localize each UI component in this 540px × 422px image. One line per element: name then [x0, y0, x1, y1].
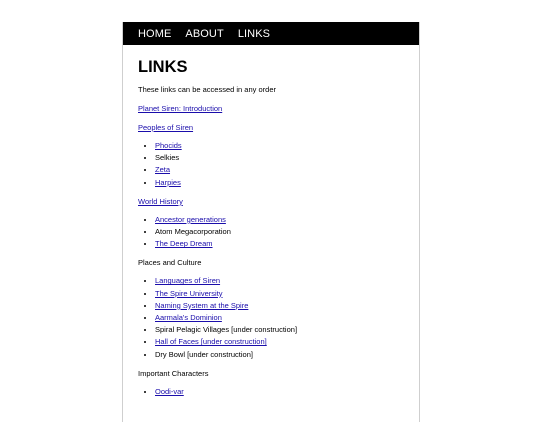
intro-link-paragraph [138, 104, 404, 114]
list-item-link[interactable]: Oodi-var [155, 386, 184, 396]
section-list [138, 214, 404, 251]
list-item-link[interactable]: The Spire University [155, 288, 223, 298]
section-list [138, 140, 404, 189]
section-list [138, 275, 404, 360]
list-item [155, 140, 404, 152]
intro-link[interactable]: Planet Siren: Introduction [138, 104, 223, 113]
nav-links-link[interactable]: LINKS [237, 27, 271, 40]
list-item: • Atom Megacorporation [155, 226, 404, 238]
list-item: • Spiral Pelagic Villages [under construction] [155, 324, 404, 336]
page-title: LINKS [138, 58, 188, 76]
list-item-link[interactable]: Harpies [155, 177, 181, 187]
section-heading: Important Characters [138, 368, 209, 378]
list-item [155, 288, 404, 300]
section-heading-link[interactable]: Peoples of Siren [138, 123, 194, 132]
list-item-link[interactable]: Ancestor generations [155, 214, 226, 224]
list-item-link[interactable]: Hall of Faces [under construction] [155, 337, 267, 347]
list-item [155, 164, 404, 176]
section-heading [138, 123, 404, 133]
list-item: • Dry Bowl [under construction] [155, 349, 404, 361]
list-item-link[interactable]: Zeta [155, 165, 171, 175]
list-item-link[interactable]: Phocids [155, 141, 182, 150]
list-item [155, 386, 404, 398]
nav-about-link[interactable]: ABOUT [185, 27, 224, 40]
main-content [123, 58, 419, 398]
section-list [138, 386, 404, 398]
list-item-link[interactable]: Aarmala's Dominion [155, 313, 222, 323]
list-item [155, 312, 404, 324]
top-navbar [123, 22, 419, 45]
list-item [155, 177, 404, 189]
list-item [155, 275, 404, 287]
section-heading: Places and Culture [138, 258, 202, 268]
intro-text: These links can be accessed in any order [138, 85, 276, 94]
list-item [155, 238, 404, 250]
section-heading-link[interactable]: World History [138, 196, 183, 206]
list-item-link[interactable]: Languages of Siren [155, 276, 221, 286]
list-item-link[interactable]: Naming System at the Spire [155, 300, 249, 310]
nav-home-link[interactable]: HOME [138, 27, 172, 40]
list-item-link[interactable]: The Deep Dream [155, 239, 213, 249]
list-item: • Selkies [155, 152, 404, 164]
list-item [155, 300, 404, 312]
link-sections [138, 123, 404, 398]
page-container [122, 22, 420, 422]
section-heading [138, 197, 404, 207]
list-item [155, 336, 404, 348]
list-item [155, 214, 404, 226]
